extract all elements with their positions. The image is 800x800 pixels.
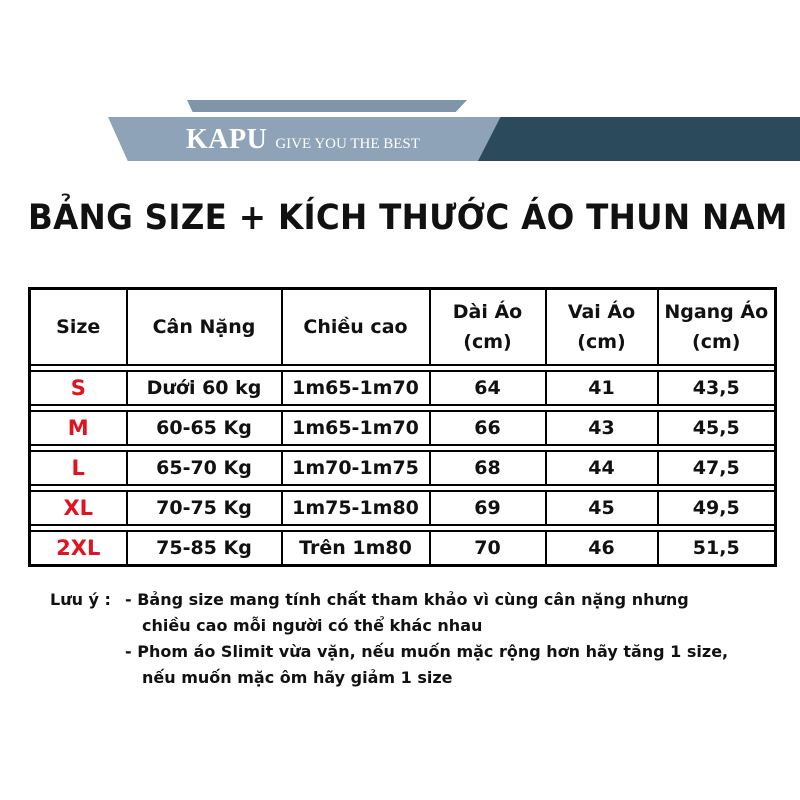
note-section <box>50 587 790 691</box>
table-row <box>30 451 776 485</box>
header-length: Dài Áo (cm) <box>430 289 546 366</box>
width-cell: 51,5 <box>658 531 776 566</box>
length-cell: 69 <box>430 491 546 525</box>
size-cell: XL <box>30 491 127 525</box>
weight-cell: 65-70 Kg <box>127 451 282 485</box>
weight-cell: Dưới 60 kg <box>127 371 282 405</box>
width-cell: 43,5 <box>658 371 776 405</box>
table-row <box>30 411 776 445</box>
brand-name: KAPU <box>186 124 268 155</box>
page-title: BẢNG SIZE + KÍCH THƯỚC ÁO THUN NAM <box>28 198 788 238</box>
header-size: Size <box>30 289 127 366</box>
shoulder-cell: 45 <box>546 491 658 525</box>
table-row <box>30 491 776 525</box>
length-cell: 68 <box>430 451 546 485</box>
height-cell: Trên 1m80 <box>282 531 430 566</box>
weight-cell: 60-65 Kg <box>127 411 282 445</box>
weight-cell: 75-85 Kg <box>127 531 282 566</box>
table-header-row <box>30 289 776 366</box>
height-cell: 1m65-1m70 <box>282 371 430 405</box>
note-line: - Bảng size mang tính chất tham khảo vì cùng cân nặng nhưng <box>125 590 689 609</box>
shoulder-cell: 43 <box>546 411 658 445</box>
weight-cell: 70-75 Kg <box>127 491 282 525</box>
note-line: chiều cao mỗi người có thể khác nhau <box>142 616 483 635</box>
size-cell: M <box>30 411 127 445</box>
shoulder-cell: 44 <box>546 451 658 485</box>
banner-top-strip <box>187 100 467 112</box>
shoulder-cell: 41 <box>546 371 658 405</box>
brand-logo <box>186 124 420 154</box>
width-cell: 47,5 <box>658 451 776 485</box>
brand-tagline: GIVE YOU THE BEST <box>275 136 420 152</box>
length-cell: 64 <box>430 371 546 405</box>
height-cell: 1m75-1m80 <box>282 491 430 525</box>
size-cell: L <box>30 451 127 485</box>
height-cell: 1m65-1m70 <box>282 411 430 445</box>
size-table <box>28 287 777 567</box>
length-cell: 70 <box>430 531 546 566</box>
header-width: Ngang Áo (cm) <box>658 289 776 366</box>
note-label: Lưu ý : <box>50 590 111 609</box>
table-row <box>30 531 776 566</box>
height-cell: 1m70-1m75 <box>282 451 430 485</box>
table-row <box>30 371 776 405</box>
header-weight: Cân Nặng <box>127 289 282 366</box>
size-cell: 2XL <box>30 531 127 566</box>
banner-dark-band <box>478 117 800 161</box>
size-cell: S <box>30 371 127 405</box>
width-cell: 49,5 <box>658 491 776 525</box>
note-line: nếu muốn mặc ôm hãy giảm 1 size <box>142 668 453 687</box>
width-cell: 45,5 <box>658 411 776 445</box>
length-cell: 66 <box>430 411 546 445</box>
shoulder-cell: 46 <box>546 531 658 566</box>
header-height: Chiều cao <box>282 289 430 366</box>
note-line: - Phom áo Slimit vừa vặn, nếu muốn mặc rộng hơn hãy tăng 1 size, <box>125 642 729 661</box>
header-shoulder: Vai Áo (cm) <box>546 289 658 366</box>
